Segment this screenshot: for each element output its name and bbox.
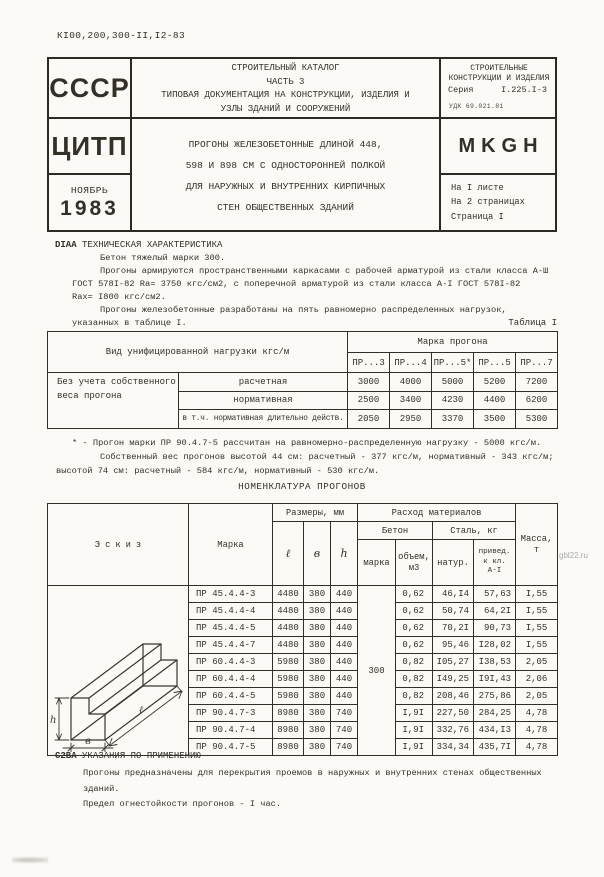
nomenclature-heading: НОМЕНКЛАТУРА ПРОГОНОВ <box>238 481 366 492</box>
beam-sketch <box>49 586 187 752</box>
steel-reduced-line: к кл. <box>483 557 506 566</box>
series-line: СТРОИТЕЛЬНЫЕ <box>470 64 528 73</box>
materials-group-header: Расход материалов <box>358 504 516 522</box>
nomenclature-cell: ПР 90.4.7-3 <box>189 705 273 722</box>
nomenclature-cell: 380 <box>304 739 331 756</box>
nomenclature-cell: 8980 <box>273 705 304 722</box>
stamp-mark: MKGH <box>441 119 555 175</box>
nomenclature-cell: ПР 45.4.4-3 <box>189 586 273 603</box>
nomenclature-cell: 440 <box>331 586 358 603</box>
nomenclature-cell: 0,62 <box>396 586 433 603</box>
catalog-line: УЗЛЫ ЗДАНИЙ И СООРУЖЕНИЙ <box>220 103 351 114</box>
nomenclature-cell: 380 <box>304 671 331 688</box>
load-value: 4230 <box>432 391 474 410</box>
nomenclature-cell: 0,82 <box>396 688 433 705</box>
nomenclature-cell: I28,02 <box>474 637 516 654</box>
mass-column-header <box>516 504 558 586</box>
usage-section <box>55 750 557 813</box>
mass-header-line: т <box>533 544 540 555</box>
load-group-line: Без учета собственного <box>57 377 176 387</box>
load-table-header-row <box>48 332 558 353</box>
volume-header-line: объем, <box>398 551 430 562</box>
nomenclature-cell: 275,86 <box>474 688 516 705</box>
nomenclature-cell: ПР 60.4.4-5 <box>189 688 273 705</box>
mark-column-header: ПР...5 <box>474 353 516 373</box>
nomenclature-cell: 4480 <box>273 637 304 654</box>
nomenclature-cell: 440 <box>331 603 358 620</box>
nomenclature-cell: 95,46 <box>433 637 474 654</box>
load-value: 2500 <box>348 391 390 410</box>
load-value: 5300 <box>516 410 558 429</box>
nomenclature-cell: 90,73 <box>474 620 516 637</box>
nomenclature-table-wrap <box>47 503 558 756</box>
mark-column-header: ПР...3 <box>348 353 390 373</box>
nomenclature-cell: 4,78 <box>516 739 558 756</box>
nomenclature-cell: I,55 <box>516 603 558 620</box>
nomenclature-cell: I,55 <box>516 586 558 603</box>
pages-line: На I листе <box>451 182 504 193</box>
nomenclature-cell: 4,78 <box>516 722 558 739</box>
nomenclature-cell: 5980 <box>273 671 304 688</box>
document-title <box>132 119 441 230</box>
concrete-mark-header: марка <box>358 540 396 586</box>
load-value: 3000 <box>348 373 390 392</box>
footnote-line: высотой 74 см: расчетный - 584 кгс/м, нормативный - 530 кгс/м. <box>56 466 380 476</box>
org-label: ЦИТП <box>49 119 132 175</box>
nomenclature-cell: 440 <box>331 620 358 637</box>
nomenclature-cell: 740 <box>331 739 358 756</box>
load-value: 4400 <box>474 391 516 410</box>
concrete-grade-cell: 300 <box>358 586 396 756</box>
nomenclature-cell: 380 <box>304 603 331 620</box>
catalog-line: ТИПОВАЯ ДОКУМЕНТАЦИЯ НА КОНСТРУКЦИИ, ИЗДЕЛИЯ И <box>161 90 410 100</box>
nomenclature-cell: 57,63 <box>474 586 516 603</box>
nomenclature-cell: 440 <box>331 671 358 688</box>
load-table-row <box>48 373 558 392</box>
nomenclature-cell: 4,78 <box>516 705 558 722</box>
length-label: ℓ <box>139 705 144 716</box>
nomenclature-table <box>47 503 558 756</box>
pages-line: Страница I <box>451 211 504 222</box>
nomenclature-cell: 2,05 <box>516 654 558 671</box>
load-table <box>47 331 558 429</box>
nomenclature-cell: 440 <box>331 688 358 705</box>
mark-group-header: Марка прогона <box>348 332 558 353</box>
nomenclature-head <box>48 504 558 586</box>
load-value: 6200 <box>516 391 558 410</box>
steel-group-header: Сталь, кг <box>433 522 516 540</box>
nomenclature-cell: 0,82 <box>396 671 433 688</box>
load-value: 7200 <box>516 373 558 392</box>
nomenclature-cell: 0,82 <box>396 654 433 671</box>
load-value: 3370 <box>432 410 474 429</box>
usage-line: зданий. <box>83 783 120 794</box>
issue-year: 1983 <box>60 196 119 220</box>
steel-reduced-line: привед. <box>478 548 511 557</box>
title-line: СТЕН ОБЩЕСТВЕННЫХ ЗДАНИЙ <box>217 201 354 213</box>
nomenclature-cell: 0,62 <box>396 603 433 620</box>
load-value: 3400 <box>390 391 432 410</box>
sketch-cell <box>48 586 189 756</box>
nomenclature-cell: I,55 <box>516 620 558 637</box>
volume-header-line: м3 <box>408 562 420 573</box>
nomenclature-cell: I38,53 <box>474 654 516 671</box>
catalog-header <box>132 59 441 119</box>
load-type-header: Вид унифицированной нагрузки кгс/м <box>48 332 348 373</box>
tech-last-line <box>55 317 557 330</box>
nomenclature-cell: 4480 <box>273 586 304 603</box>
dimension-labels <box>50 705 143 747</box>
nomenclature-cell: 380 <box>304 637 331 654</box>
usage-line: Предел огнестойкости прогонов - I час. <box>83 799 282 809</box>
steel-reduced-header <box>474 540 516 586</box>
nomenclature-cell: 227,50 <box>433 705 474 722</box>
mass-header-line: Масса, <box>520 533 553 544</box>
load-group-line: веса прогона <box>57 391 122 401</box>
load-row-label: в т.ч. нормативная длительно действ. <box>179 410 348 429</box>
mark-column-header: ПР...5* <box>432 353 474 373</box>
tech-line: Rax= I800 кгс/см2. <box>72 292 166 302</box>
usage-section-code: С2ВА <box>55 751 77 761</box>
nomenclature-cell: ПР 90.4.7-5 <box>189 739 273 756</box>
sketch-column-header: Эскиз <box>48 504 189 586</box>
nomenclature-cell: 740 <box>331 705 358 722</box>
concrete-group-header: Бетон <box>358 522 433 540</box>
nomenclature-cell: 334,34 <box>433 739 474 756</box>
width-label: в <box>85 736 91 747</box>
nomenclature-cell: I05,27 <box>433 654 474 671</box>
length-dimension-line <box>105 686 182 746</box>
width-column-header: в <box>304 522 331 586</box>
nomenclature-row <box>48 586 558 603</box>
mark-column-header: Марка <box>189 504 273 586</box>
nomenclature-cell: 380 <box>304 654 331 671</box>
nomenclature-cell: 380 <box>304 688 331 705</box>
nomenclature-cell: 5980 <box>273 654 304 671</box>
nomenclature-cell: I,55 <box>516 637 558 654</box>
document-code: КI00,200,300-II,I2-83 <box>57 30 186 41</box>
title-line: 598 И 898 СМ С ОДНОСТОРОННЕЙ ПОЛКОЙ <box>185 159 386 171</box>
tech-section-code: DIAA <box>55 240 77 250</box>
load-value: 5200 <box>474 373 516 392</box>
length-column-header: ℓ <box>273 522 304 586</box>
catalog-line: СТРОИТЕЛЬНЫЙ КАТАЛОГ <box>231 63 340 73</box>
steel-reduced-line: А-I <box>487 567 502 576</box>
pages-info <box>441 175 555 230</box>
country-label: СССР <box>49 59 132 119</box>
height-column-header: h <box>331 522 358 586</box>
tech-line: Бетон тяжелый марки 300. <box>100 253 226 263</box>
issue-month: НОЯБРЬ <box>70 184 109 196</box>
mark-column-header: ПР...7 <box>516 353 558 373</box>
nomenclature-cell: 46,I4 <box>433 586 474 603</box>
nomenclature-cell: 434,I3 <box>474 722 516 739</box>
nomenclature-cell: 380 <box>304 586 331 603</box>
load-value: 3500 <box>474 410 516 429</box>
nomenclature-cell: 8980 <box>273 722 304 739</box>
series-block <box>441 59 555 119</box>
usage-heading-text: УКАЗАНИЯ ПО ПРИМЕНЕНИЮ <box>82 751 201 761</box>
nomenclature-cell: ПР 90.4.7-4 <box>189 722 273 739</box>
nomenclature-cell: 440 <box>331 654 358 671</box>
tech-line: указанных в таблице I. <box>72 318 187 328</box>
nomenclature-cell: 64,2I <box>474 603 516 620</box>
nomenclature-cell: ПР 60.4.4-3 <box>189 654 273 671</box>
nomenclature-cell: I49,25 <box>433 671 474 688</box>
load-table-head <box>48 332 558 373</box>
nomenclature-cell: 4480 <box>273 620 304 637</box>
series-number-row <box>447 84 551 95</box>
nomenclature-cell: 332,76 <box>433 722 474 739</box>
nomenclature-cell: ПР 45.4.4-5 <box>189 620 273 637</box>
issue-date <box>49 175 132 230</box>
tech-line: Прогоны армируются пространственными каркасами с рабочей арматурой из стали класса А-Ш <box>100 266 549 276</box>
nomenclature-cell: 380 <box>304 722 331 739</box>
load-table-body <box>48 373 558 429</box>
series-label: Серия <box>448 85 474 95</box>
footnote <box>47 436 562 478</box>
nomenclature-cell: I9I,43 <box>474 671 516 688</box>
nomenclature-header-row-1 <box>48 504 558 522</box>
usage-line: Прогоны предназначены для перекрытия проемов в наружных и внутренних стенах общественных <box>83 768 542 778</box>
nomenclature-cell: 70,2I <box>433 620 474 637</box>
nomenclature-cell: ПР 45.4.4-4 <box>189 603 273 620</box>
steel-natural-header: натур. <box>433 540 474 586</box>
series-value: I.225.I-3 <box>501 85 547 95</box>
tech-heading-text: ТЕХНИЧЕСКАЯ ХАРАКТЕРИСТИКА <box>82 240 223 250</box>
nomenclature-cell: 440 <box>331 637 358 654</box>
nomenclature-cell: I,9I <box>396 705 433 722</box>
udk-code: УДК 69.021.81 <box>449 103 504 110</box>
volume-header <box>396 540 433 586</box>
nomenclature-cell: 0,62 <box>396 637 433 654</box>
beam-end-face <box>143 644 177 686</box>
title-line: ДЛЯ НАРУЖНЫХ И ВНУТРЕННИХ КИРПИЧНЫХ <box>185 180 386 192</box>
nomenclature-cell: 435,7I <box>474 739 516 756</box>
usage-heading <box>55 750 557 766</box>
footnote-line: * - Прогон марки ПР 90.4.7-5 рассчитан на равномерно-распределенную нагрузку - 5000 кгс/м. <box>72 438 542 448</box>
height-label: h <box>50 715 57 726</box>
nomenclature-cell: I,9I <box>396 722 433 739</box>
nomenclature-cell: 740 <box>331 722 358 739</box>
nomenclature-cell: 5980 <box>273 688 304 705</box>
nomenclature-cell: I,9I <box>396 739 433 756</box>
footnote-line: Собственный вес прогонов высотой 44 см: расчетный - 377 кгс/м, нормативный - 343 кгс/м; <box>100 452 554 462</box>
mark-column-header: ПР...4 <box>390 353 432 373</box>
load-value: 4000 <box>390 373 432 392</box>
series-line: КОНСТРУКЦИИ И ИЗДЕЛИЯ <box>448 74 550 83</box>
nomenclature-cell: 8980 <box>273 739 304 756</box>
nomenclature-cell: 380 <box>304 620 331 637</box>
title-block <box>47 57 557 232</box>
nomenclature-cell: 380 <box>304 705 331 722</box>
pages-line: На 2 страницах <box>451 197 525 208</box>
load-table-wrap <box>47 331 557 429</box>
nomenclature-cell: 2,05 <box>516 688 558 705</box>
watermark: gbl22.ru <box>559 551 588 560</box>
nomenclature-cell: 0,62 <box>396 620 433 637</box>
nomenclature-cell: 2,06 <box>516 671 558 688</box>
load-row-label: расчетная <box>179 373 348 392</box>
title-line: ПРОГОНЫ ЖЕЛЕЗОБЕТОННЫЕ ДЛИНОЙ 448, <box>188 138 383 150</box>
nomenclature-body <box>48 586 558 756</box>
nomenclature-cell: 284,25 <box>474 705 516 722</box>
nomenclature-cell: 4480 <box>273 603 304 620</box>
load-value: 2050 <box>348 410 390 429</box>
tech-line: Прогоны железобетонные разработаны на пять равномерно распределенных нагрузок, <box>100 305 507 315</box>
load-row-label: нормативная <box>179 391 348 410</box>
nomenclature-cell: ПР 60.4.4-4 <box>189 671 273 688</box>
load-group-label <box>48 373 179 429</box>
beam-outline <box>71 644 177 740</box>
scan-artifact <box>12 856 48 864</box>
nomenclature-cell: 50,74 <box>433 603 474 620</box>
dimensions-group-header: Размеры, мм <box>273 504 358 522</box>
table1-caption: Таблица I <box>508 318 557 328</box>
tech-section <box>55 239 557 330</box>
height-dimension-line <box>55 698 69 740</box>
catalog-line: ЧАСТЬ 3 <box>266 76 305 87</box>
tech-line: ГОСТ 578I-82 Ra= 3750 кгс/см2, с поперечной арматурой из стали класса А-I ГОСТ 578I-82 <box>72 279 521 289</box>
tech-heading <box>55 239 557 252</box>
nomenclature-cell: 208,46 <box>433 688 474 705</box>
nomenclature-cell: ПР 45.4.4-7 <box>189 637 273 654</box>
load-value: 5000 <box>432 373 474 392</box>
load-value: 2950 <box>390 410 432 429</box>
